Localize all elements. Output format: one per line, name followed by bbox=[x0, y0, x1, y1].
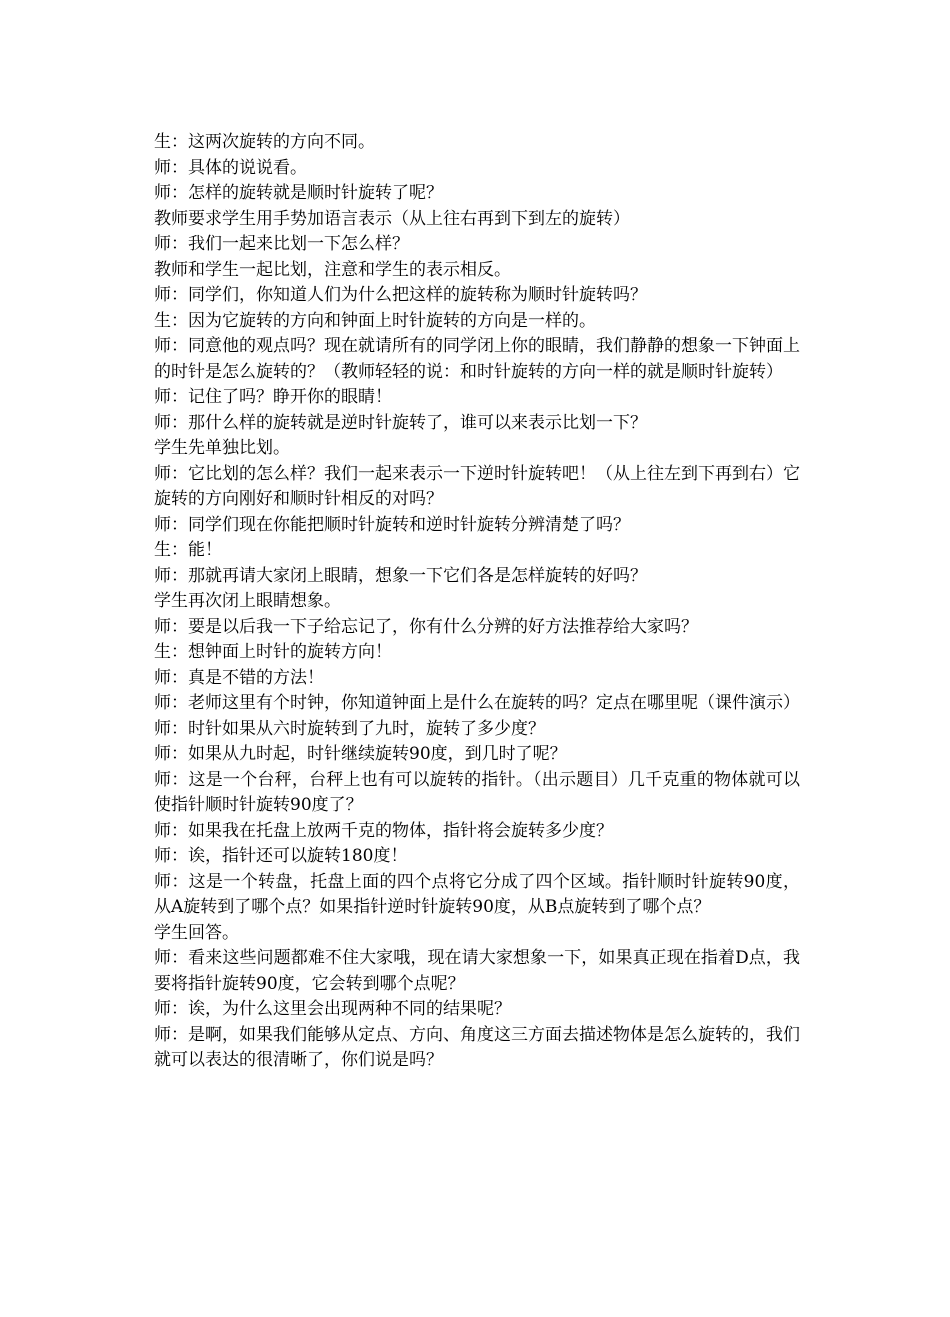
paragraph: 师：老师这里有个时钟，你知道钟面上是什么在旋转的吗？定点在哪里呢（课件演示） bbox=[154, 693, 800, 713]
paragraph: 教师要求学生用手势加语言表示（从上往右再到下到左的旋转） bbox=[154, 208, 630, 229]
paragraph: 师：那就再请大家闭上眼睛，想象一下它们各是怎样旋转的好吗？ bbox=[154, 565, 647, 586]
paragraph: 生：因为它旋转的方向和钟面上时针旋转的方向是一样的。 bbox=[154, 310, 596, 331]
paragraph: 师：那什么样的旋转就是逆时针旋转了，谁可以来表示比划一下？ bbox=[154, 412, 647, 433]
paragraph: 师：同学们现在你能把顺时针旋转和逆时针旋转分辨清楚了吗？ bbox=[154, 514, 630, 535]
paragraph: 师：同学们，你知道人们为什么把这样的旋转称为顺时针旋转吗？ bbox=[154, 285, 647, 305]
paragraph: 学生先单独比划。 bbox=[154, 438, 290, 458]
paragraph: 师：时针如果从六时旋转到了九时，旋转了多少度？ bbox=[154, 718, 545, 739]
paragraph: 师：如果我在托盘上放两千克的物体，指针将会旋转多少度？ bbox=[154, 820, 613, 841]
paragraph: 师：记住了吗？睁开你的眼睛！ bbox=[154, 387, 392, 407]
paragraph: 师：是啊，如果我们能够从定点、方向、角度这三方面去描述物体是怎么旋转的，我们就可以表达的很清晰了，你们说是吗？ bbox=[154, 1024, 800, 1070]
paragraph: 学生再次闭上眼睛想象。 bbox=[154, 591, 341, 611]
paragraph: 师：它比划的怎么样？我们一起来表示一下逆时针旋转吧！（从上往左到下再到右）它旋转的方向刚好和顺时针相反的对吗？ bbox=[154, 463, 800, 509]
paragraph: 生：能！ bbox=[154, 540, 222, 560]
paragraph: 师：看来这些问题都难不住大家哦，现在请大家想象一下，如果真正现在指着D点，我要将指针旋转90度，它会转到哪个点呢？ bbox=[154, 948, 800, 994]
paragraph: 教师和学生一起比划，注意和学生的表示相反。 bbox=[154, 259, 511, 280]
paragraph: 师：要是以后我一下子给忘记了，你有什么分辨的好方法推荐给大家吗？ bbox=[154, 616, 698, 637]
paragraph: 师：同意他的观点吗？现在就请所有的同学闭上你的眼睛，我们静静的想象一下钟面上的时针是怎么旋转的？（教师轻轻的说：和时针旋转的方向一样的就是顺时针旋转） bbox=[154, 336, 800, 382]
paragraph: 师：具体的说说看。 bbox=[154, 157, 307, 178]
paragraph: 师：诶，指针还可以旋转180度！ bbox=[154, 846, 408, 866]
paragraph: 师：如果从九时起，时针继续旋转90度，到几时了呢？ bbox=[154, 744, 567, 764]
paragraph: 生：想钟面上时针的旋转方向！ bbox=[154, 642, 392, 662]
paragraph: 师：这是一个转盘，托盘上面的四个点将它分成了四个区域。指针顺时针旋转90度，从A旋转到了哪个点？如果指针逆时针旋转90度，从B点旋转到了哪个点？ bbox=[154, 871, 800, 917]
paragraph: 师：诶，为什么这里会出现两种不同的结果呢？ bbox=[154, 999, 511, 1019]
paragraph: 师：真是不错的方法！ bbox=[154, 667, 324, 688]
paragraph: 师：怎样的旋转就是顺时针旋转了呢？ bbox=[154, 183, 443, 203]
paragraph: 生：这两次旋转的方向不同。 bbox=[154, 132, 375, 152]
paragraph: 师：我们一起来比划一下怎么样？ bbox=[154, 234, 409, 254]
paragraph: 师：这是一个台秤，台秤上也有可以旋转的指针。（出示题目）几千克重的物体就可以使指针顺时针旋转90度了？ bbox=[154, 769, 800, 815]
paragraph: 学生回答。 bbox=[154, 922, 239, 943]
document-body bbox=[154, 130, 800, 1074]
